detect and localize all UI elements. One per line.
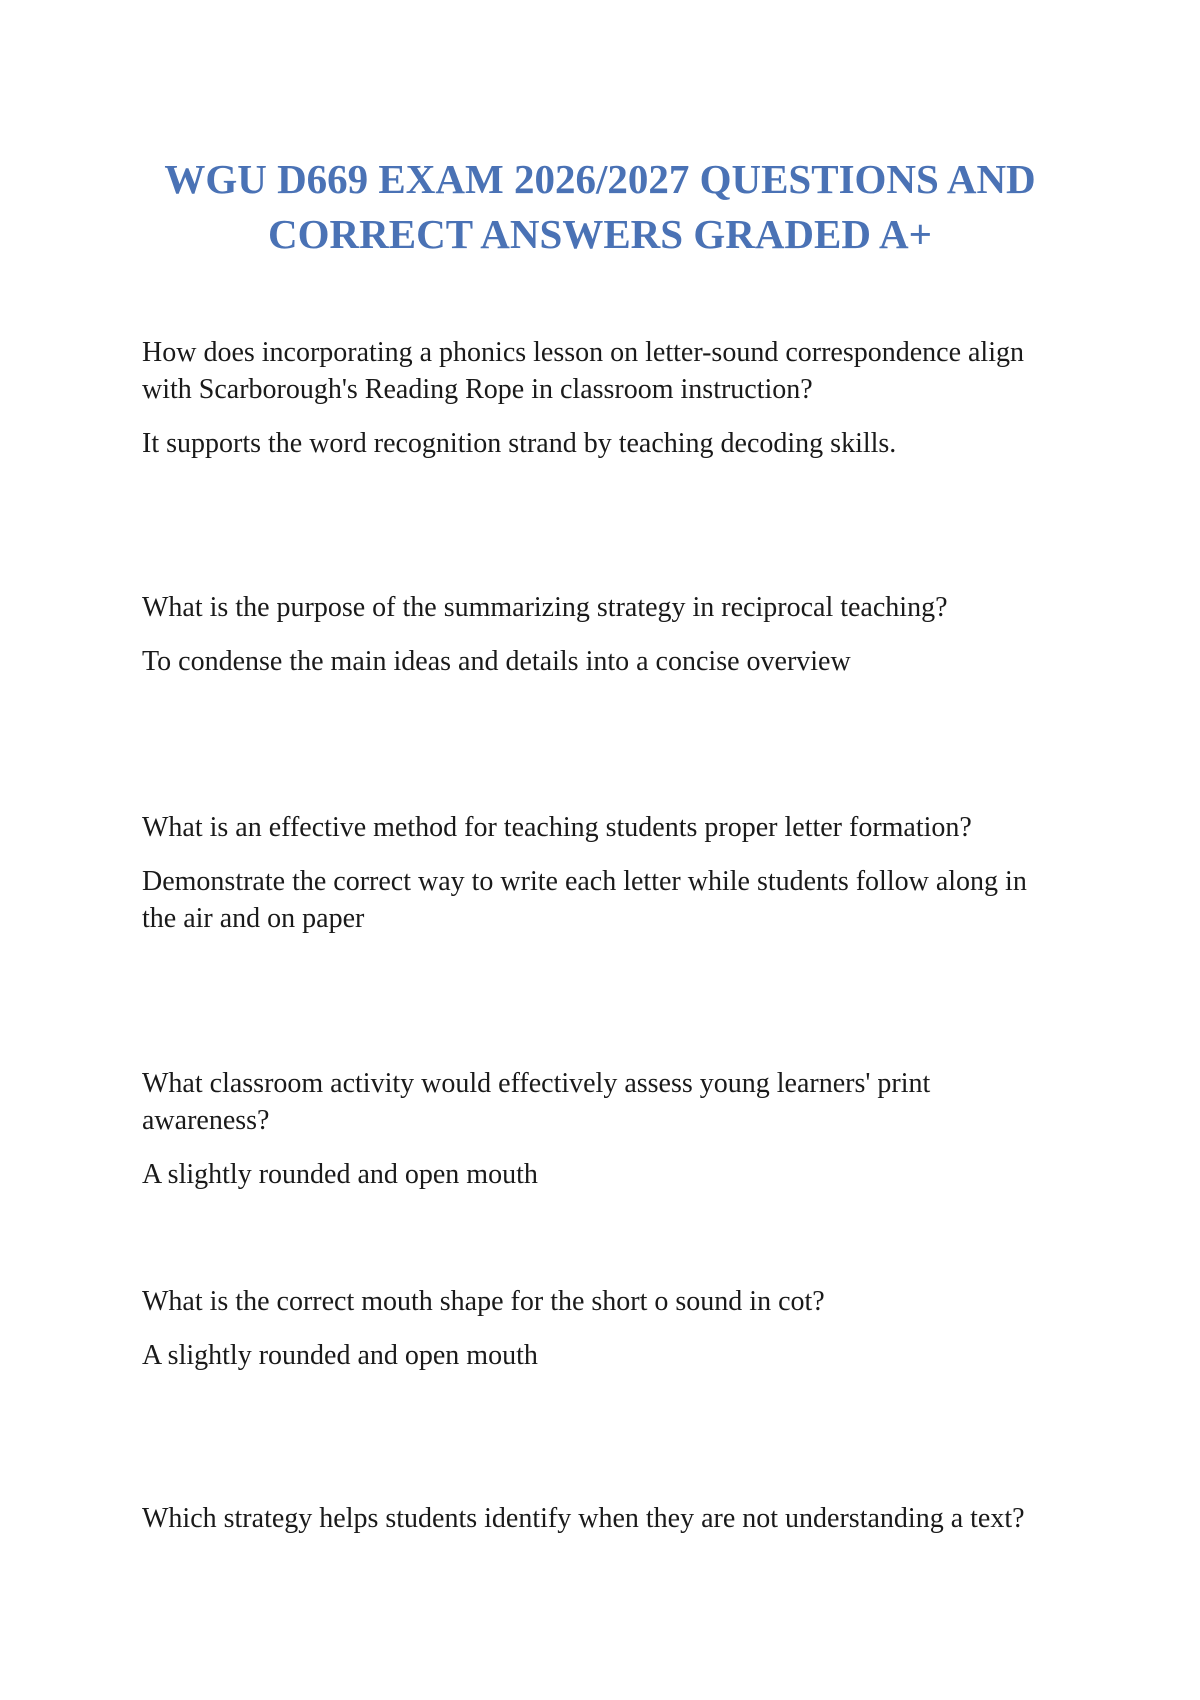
question-text: How does incorporating a phonics lesson on letter-sound correspondence align with Scarborough's Reading Rope in classroom instruction? <box>142 337 1024 405</box>
qa-item-4 <box>142 1065 1062 1193</box>
title-line-1: WGU D669 EXAM 2026/2027 QUESTIONS AND <box>164 156 1036 202</box>
answer-text: A slightly rounded and open mouth <box>142 1340 538 1371</box>
title-line-2: CORRECT ANSWERS GRADED A+ <box>268 211 932 257</box>
answer-text: Demonstrate the correct way to write each letter while students follow along in the air and on paper <box>142 866 1027 934</box>
question-text: What is an effective method for teaching students proper letter formation? <box>142 812 972 843</box>
question-text: Which strategy helps students identify when they are not understanding a text? <box>142 1503 1025 1534</box>
question-text: What is the purpose of the summarizing strategy in reciprocal teaching? <box>142 592 948 623</box>
answer-text: To condense the main ideas and details into a concise overview <box>142 646 851 677</box>
qa-item-5 <box>142 1283 1062 1374</box>
document-title <box>120 152 1080 262</box>
qa-item-6 <box>142 1500 1062 1537</box>
answer-text: It supports the word recognition strand by teaching decoding skills. <box>142 428 897 459</box>
answer-text: A slightly rounded and open mouth <box>142 1159 538 1190</box>
qa-item-2 <box>142 589 1062 680</box>
qa-item-3 <box>142 809 1062 937</box>
qa-item-1 <box>142 334 1062 462</box>
question-text: What is the correct mouth shape for the short o sound in cot? <box>142 1286 825 1317</box>
question-text: What classroom activity would effectively assess young learners' print awareness? <box>142 1068 931 1136</box>
